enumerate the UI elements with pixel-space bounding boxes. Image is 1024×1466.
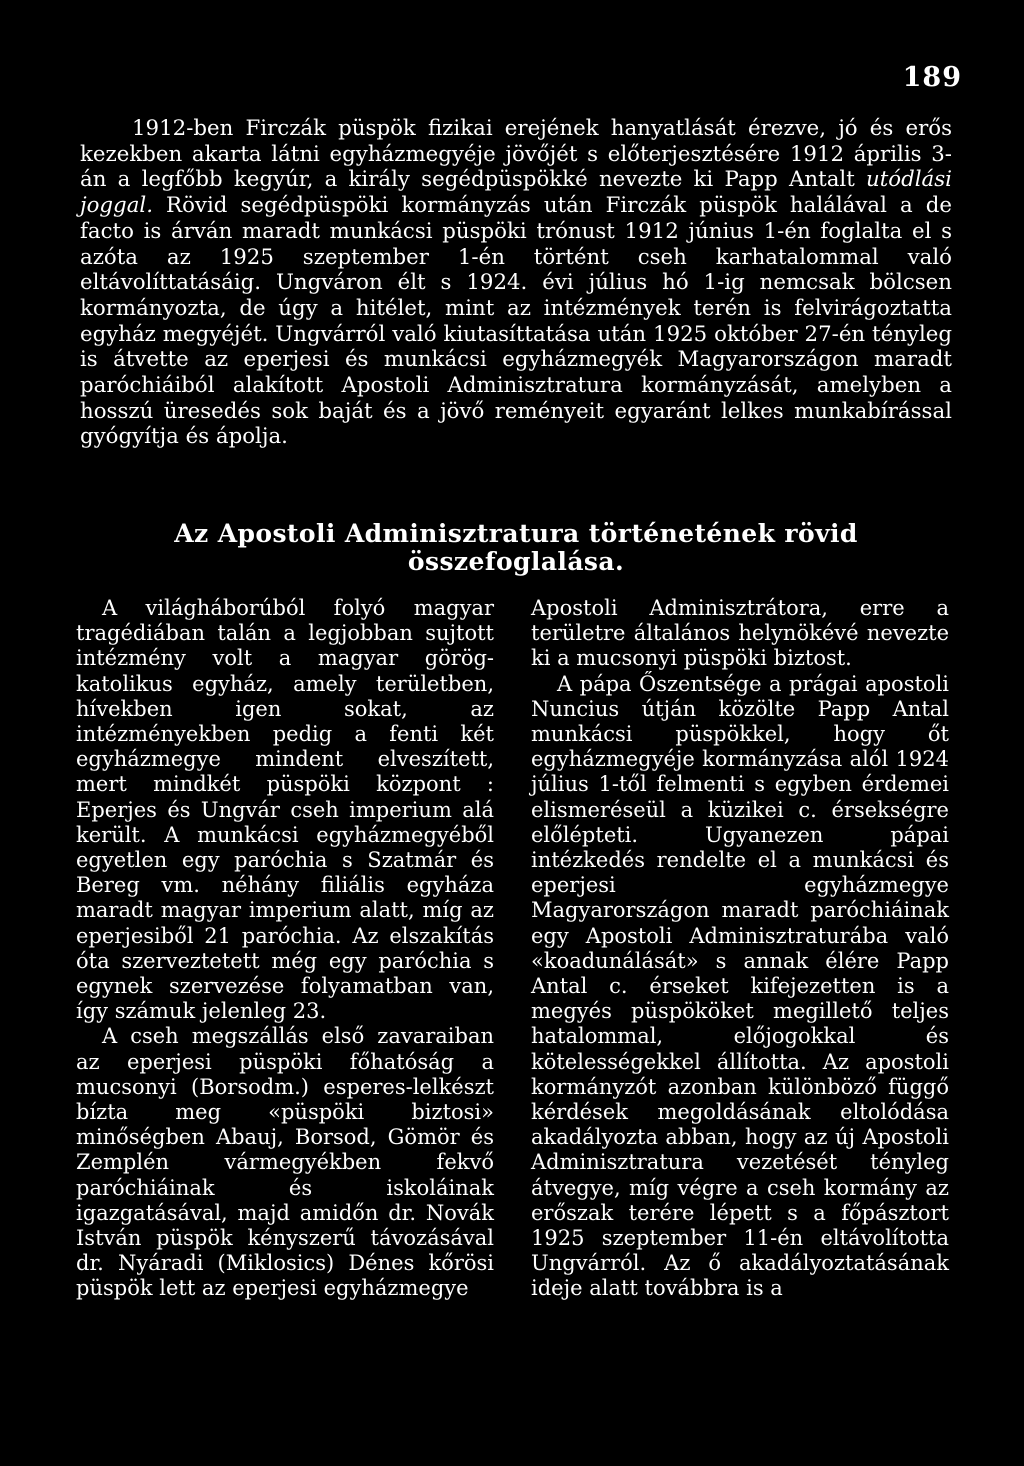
intro-text-end: Rövid segédpüspöki kormányzás után Firczák püspök halálával a de facto is árván maradt munkácsi püspöki trónust 1912 június 1-én foglalta el s azóta az 1925 szeptember 1-én történt cseh karhatalommal való eltávolíttatásáig. Ungváron élt s 1924. évi július hó 1-ig nemcsak bölcsen kormányozta, de úgy a hitélet, mint az intézmények terén is felvirágoztatta egyház megyéjét. Ungvárról való kiutasíttatása után 1925 október 27-én tényleg is átvette az eperjesi és munkácsi egyházmegyék Magyarországon maradt paróchiáiból alakított Apostoli Adminisztratura kormányzását, amelyben a hosszú üresedés sok baját és a jövő reményeit egyaránt lelkes munkabírással gyógyítja és ápolja. — [80, 193, 952, 450]
left-column-paragraph-1: A világháborúból folyó magyar tragédiában talán a legjobban sujtott intézmény volt a magyar görög-katolikus egyház, amely területben, hívekben igen sokat, az intézményekben pedig a fenti két egyházmegye mindent elveszített, mert mindkét püspöki központ : Eperjes és Ungvár cseh imperium alá került. A munkácsi egyházmegyéből egyetlen egy paróchia s Szatmár és Bereg vm. néhány filiális egyháza maradt magyar imperium alatt, míg az eperjesiből 21 paróchia. Az elszakítás óta szerveztetett még egy paróchia s egynek szervezése folyamatban van, így számuk jelenleg 23. — [76, 596, 494, 1024]
section-heading — [80, 520, 952, 576]
intro-text-start: 1912-ben Firczák püspök fizikai erejének hanyatlását érezve, jó és erős kezekben akarta látni egyházmegyéje jövőjét s előterjesztésére 1912 április 3-án a legfőbb kegyúr, a király segédpüspökké nevezte ki Papp Antalt — [80, 116, 952, 193]
intro-text — [80, 116, 952, 450]
left-column-paragraph-2: A cseh megszállás első zavaraiban az eperjesi püspöki főhatóság a mucsonyi (Borsodm.) esperes-lelkészt bízta meg «püspöki biztosi» minőségben Abauj, Borsod, Gömör és Zemplén vármegyékben fekvő paróchiáinak és iskoláinak igazgatásával, majd amidőn dr. Novák István püspök kényszerű távozásával dr. Nyáradi (Miklosics) Dénes kőrösi püspök lett az eperjesi egyházmegye — [76, 1024, 494, 1301]
left-column — [76, 596, 494, 1302]
right-column — [531, 596, 949, 1302]
section-heading-line-1: Az Apostoli Adminisztratura történetének rövid — [174, 519, 858, 548]
page-number: 189 — [902, 62, 962, 93]
intro-paragraph — [80, 116, 952, 450]
right-column-paragraph-2: A pápa Őszentsége a prágai apostoli Nuncius útján közölte Papp Antal munkácsi püspökkel, hogy őt egyházmegyéje kormányzása alól 1924 július 1-től felmenti s egyben érdemei elismeréseül a küzikei c. érsekségre előlépteti. Ugyanezen pápai intézkedés rendelte el a munkácsi és eperjesi egyházmegye Magyarországon maradt paróchiáinak egy Apostoli Adminisztraturába való «koadunálását» s annak élére Papp Antal c. érseket kifejezetten is a megyés püspököket megillető teljes hatalommal, előjogokkal és kötelességekkel állította. Az apostoli kormányzót azonban különböző függő kérdések megoldásának eltolódása akadályozta abban, hogy az új Apostoli Adminisztratura vezetését tényleg átvegye, míg végre a cseh kormány az erőszak terére lépett s a főpásztort 1925 szeptember 11-én eltávolította Ungvárról. Az ő akadályoztatásának ideje alatt továbbra is a — [531, 671, 949, 1301]
right-column-paragraph-1: Apostoli Adminisztrátora, erre a területre általános helynökévé nevezte ki a mucsonyi püspöki biztost. — [531, 596, 949, 671]
section-heading-line-2: összefoglalása. — [407, 547, 625, 576]
intro-italic-phrase: utódlási joggal. — [80, 167, 952, 219]
